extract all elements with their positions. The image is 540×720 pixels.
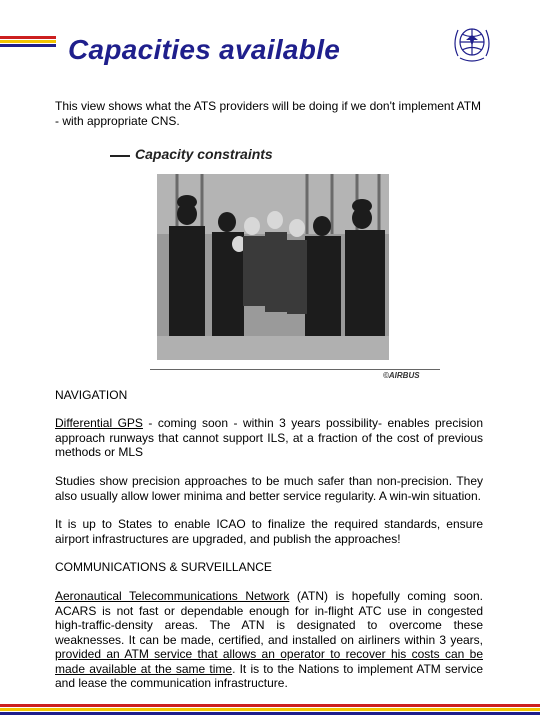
icao-emblem-icon bbox=[444, 20, 500, 68]
comms-paragraph bbox=[55, 589, 483, 691]
comms-text-2: . It is to the Nations to implement ATM service and lease the communication infrastructure. bbox=[55, 661, 483, 690]
navigation-paragraph-1-text: - coming soon - within 3 years possibility- enables precision approach runways that cannot support ILS, at a fraction of the cost of previous methods or MLS bbox=[55, 416, 483, 459]
navigation-heading: NAVIGATION bbox=[55, 388, 128, 402]
comms-heading: COMMUNICATIONS & SURVEILLANCE bbox=[55, 560, 272, 574]
header-stripes bbox=[0, 36, 56, 48]
page-title: Capacities available bbox=[68, 34, 341, 65]
crowd-photo bbox=[157, 174, 389, 360]
figure-rule bbox=[150, 369, 440, 370]
comms-text-1: (ATN) is hopefully coming soon. ACARS is not fast or dependable enough for in-flight ATC use in congested high-traffic-density areas. The ATN is designated to overcome these weaknesses. It can be made, certified, and installed on airliners within 3 years, bbox=[55, 589, 483, 647]
atn-link[interactable]: Aeronautical Telecommunications Network bbox=[55, 589, 290, 603]
intro-text: This view shows what the ATS providers will be doing if we don't implement ATM - with appropriate CNS. bbox=[55, 99, 482, 128]
navigation-paragraph-1 bbox=[55, 416, 483, 460]
comms-underlined-text: provided an ATM service that allows an operator to recover his costs can be made available at the same time bbox=[55, 647, 483, 676]
figure-credit: ©AIRBUS bbox=[383, 371, 420, 380]
navigation-paragraph-2: Studies show precision approaches to be much safer than non-precision. They also usually allow lower minima and better service regularity. A win-win situation. bbox=[55, 474, 483, 503]
figure-title-dash bbox=[110, 155, 130, 157]
figure-title: Capacity constraints bbox=[135, 146, 273, 162]
footer-stripes bbox=[0, 704, 540, 716]
navigation-paragraph-3: It is up to States to enable ICAO to finalize the required standards, ensure airport infrastructures are upgraded, and publish the approaches! bbox=[55, 517, 483, 546]
differential-gps-link[interactable]: Differential GPS bbox=[55, 416, 143, 430]
